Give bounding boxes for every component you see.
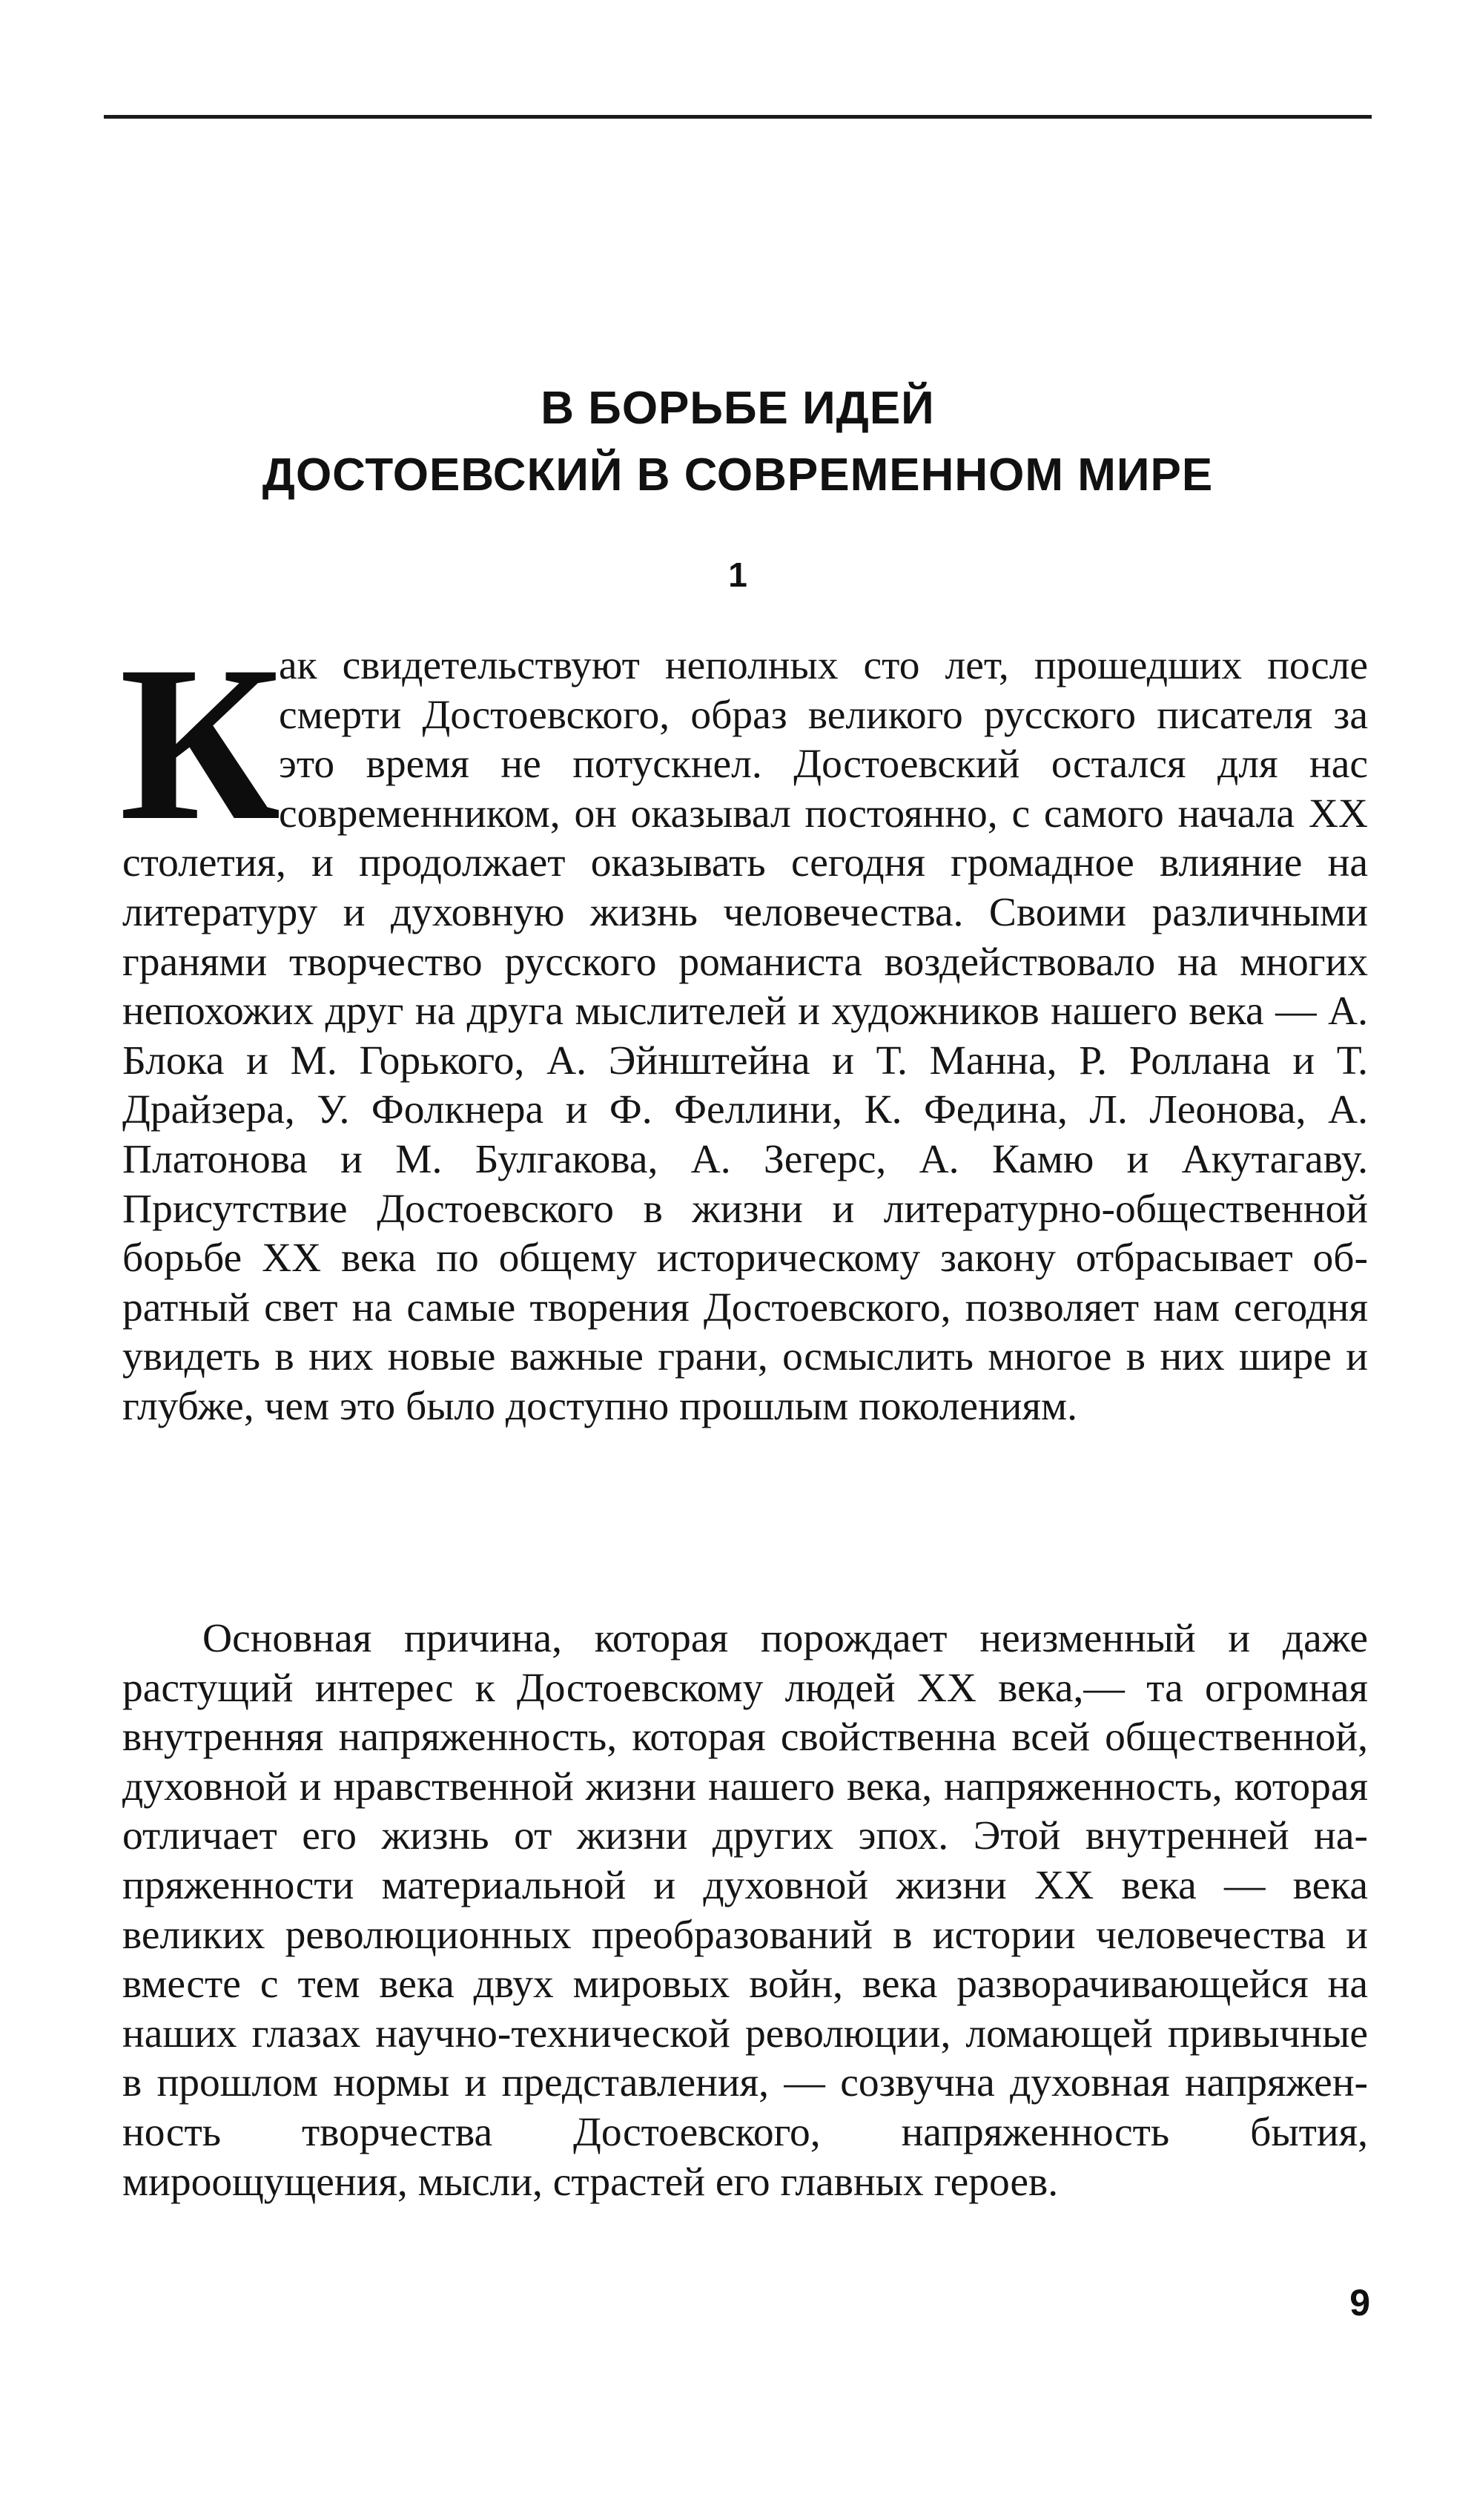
- paragraph-2: Основная причина, которая порождает неизменный и даже растущий интерес к Достоевскому людей XX века,— та огромная внутренняя напряженность, которая свойственна всей общественной, духовной и нравственной жизни нашего века, напряженность, которая отличает его жизнь от жизни других эпох. Этой внутренней напряженности материальной и духовной жизни XX века — века великих революционных преобразований в истории человечества и вместе с тем века двух мировых войн, века разворачивающейся на наших глазах научно-технической революции, ломающей привычные в прошлом нормы и представления, — созвучна духовная напряженность творчества Достоевского, напряженность бытия, мироощущения, мысли, страстей его главных героев.: [122, 1616, 1368, 2205]
- chapter-title-line-2: ДОСТОЕВСКИЙ В СОВРЕМЕННОМ МИРЕ: [262, 449, 1214, 501]
- page-number: 9: [1349, 2282, 1370, 2323]
- drop-cap: К: [119, 620, 281, 866]
- paragraph-1: [119, 620, 1368, 1432]
- chapter-title-line-1: В БОРЬБЕ ИДЕЙ: [541, 383, 935, 434]
- section-number: 1: [728, 555, 747, 594]
- paragraph-1-text: ак свидетельствуют неполных сто лет, прошедших после смерти Достоевского, образ великого русского писателя за это время не потускнел. Достоевский остался для нас современником, он оказывал постоянно, с самого начала XX столетия, и продолжает оказывать сегодня громадное влияние на литературу и духовную жизнь человечества. Своими различными гранями творчество русского романиста воздействовало на многих непохожих друг на друга мыслителей и художников нашего века — А. Блока и М. Горького, А. Эйнштейна и Т. Манна, Р. Роллана и Т. Драйзера, У. Фолкнера и Ф. Феллини, К. Федина, Л. Леонова, А. Платонова и М. Булгакова, А. Зегерс, А. Камю и Акутагаву. Присутствие Достоевского в жизни и литературно-общественной борьбе XX века по общему историческому закону отбрасывает обратный свет на самые творения Достоевского, позволяет нам сегодня увидеть в них новые важные грани, осмыслить многое в них шире и глубже, чем это было доступно прошлым поколениям.: [122, 643, 1368, 1429]
- top-rule: [104, 115, 1372, 119]
